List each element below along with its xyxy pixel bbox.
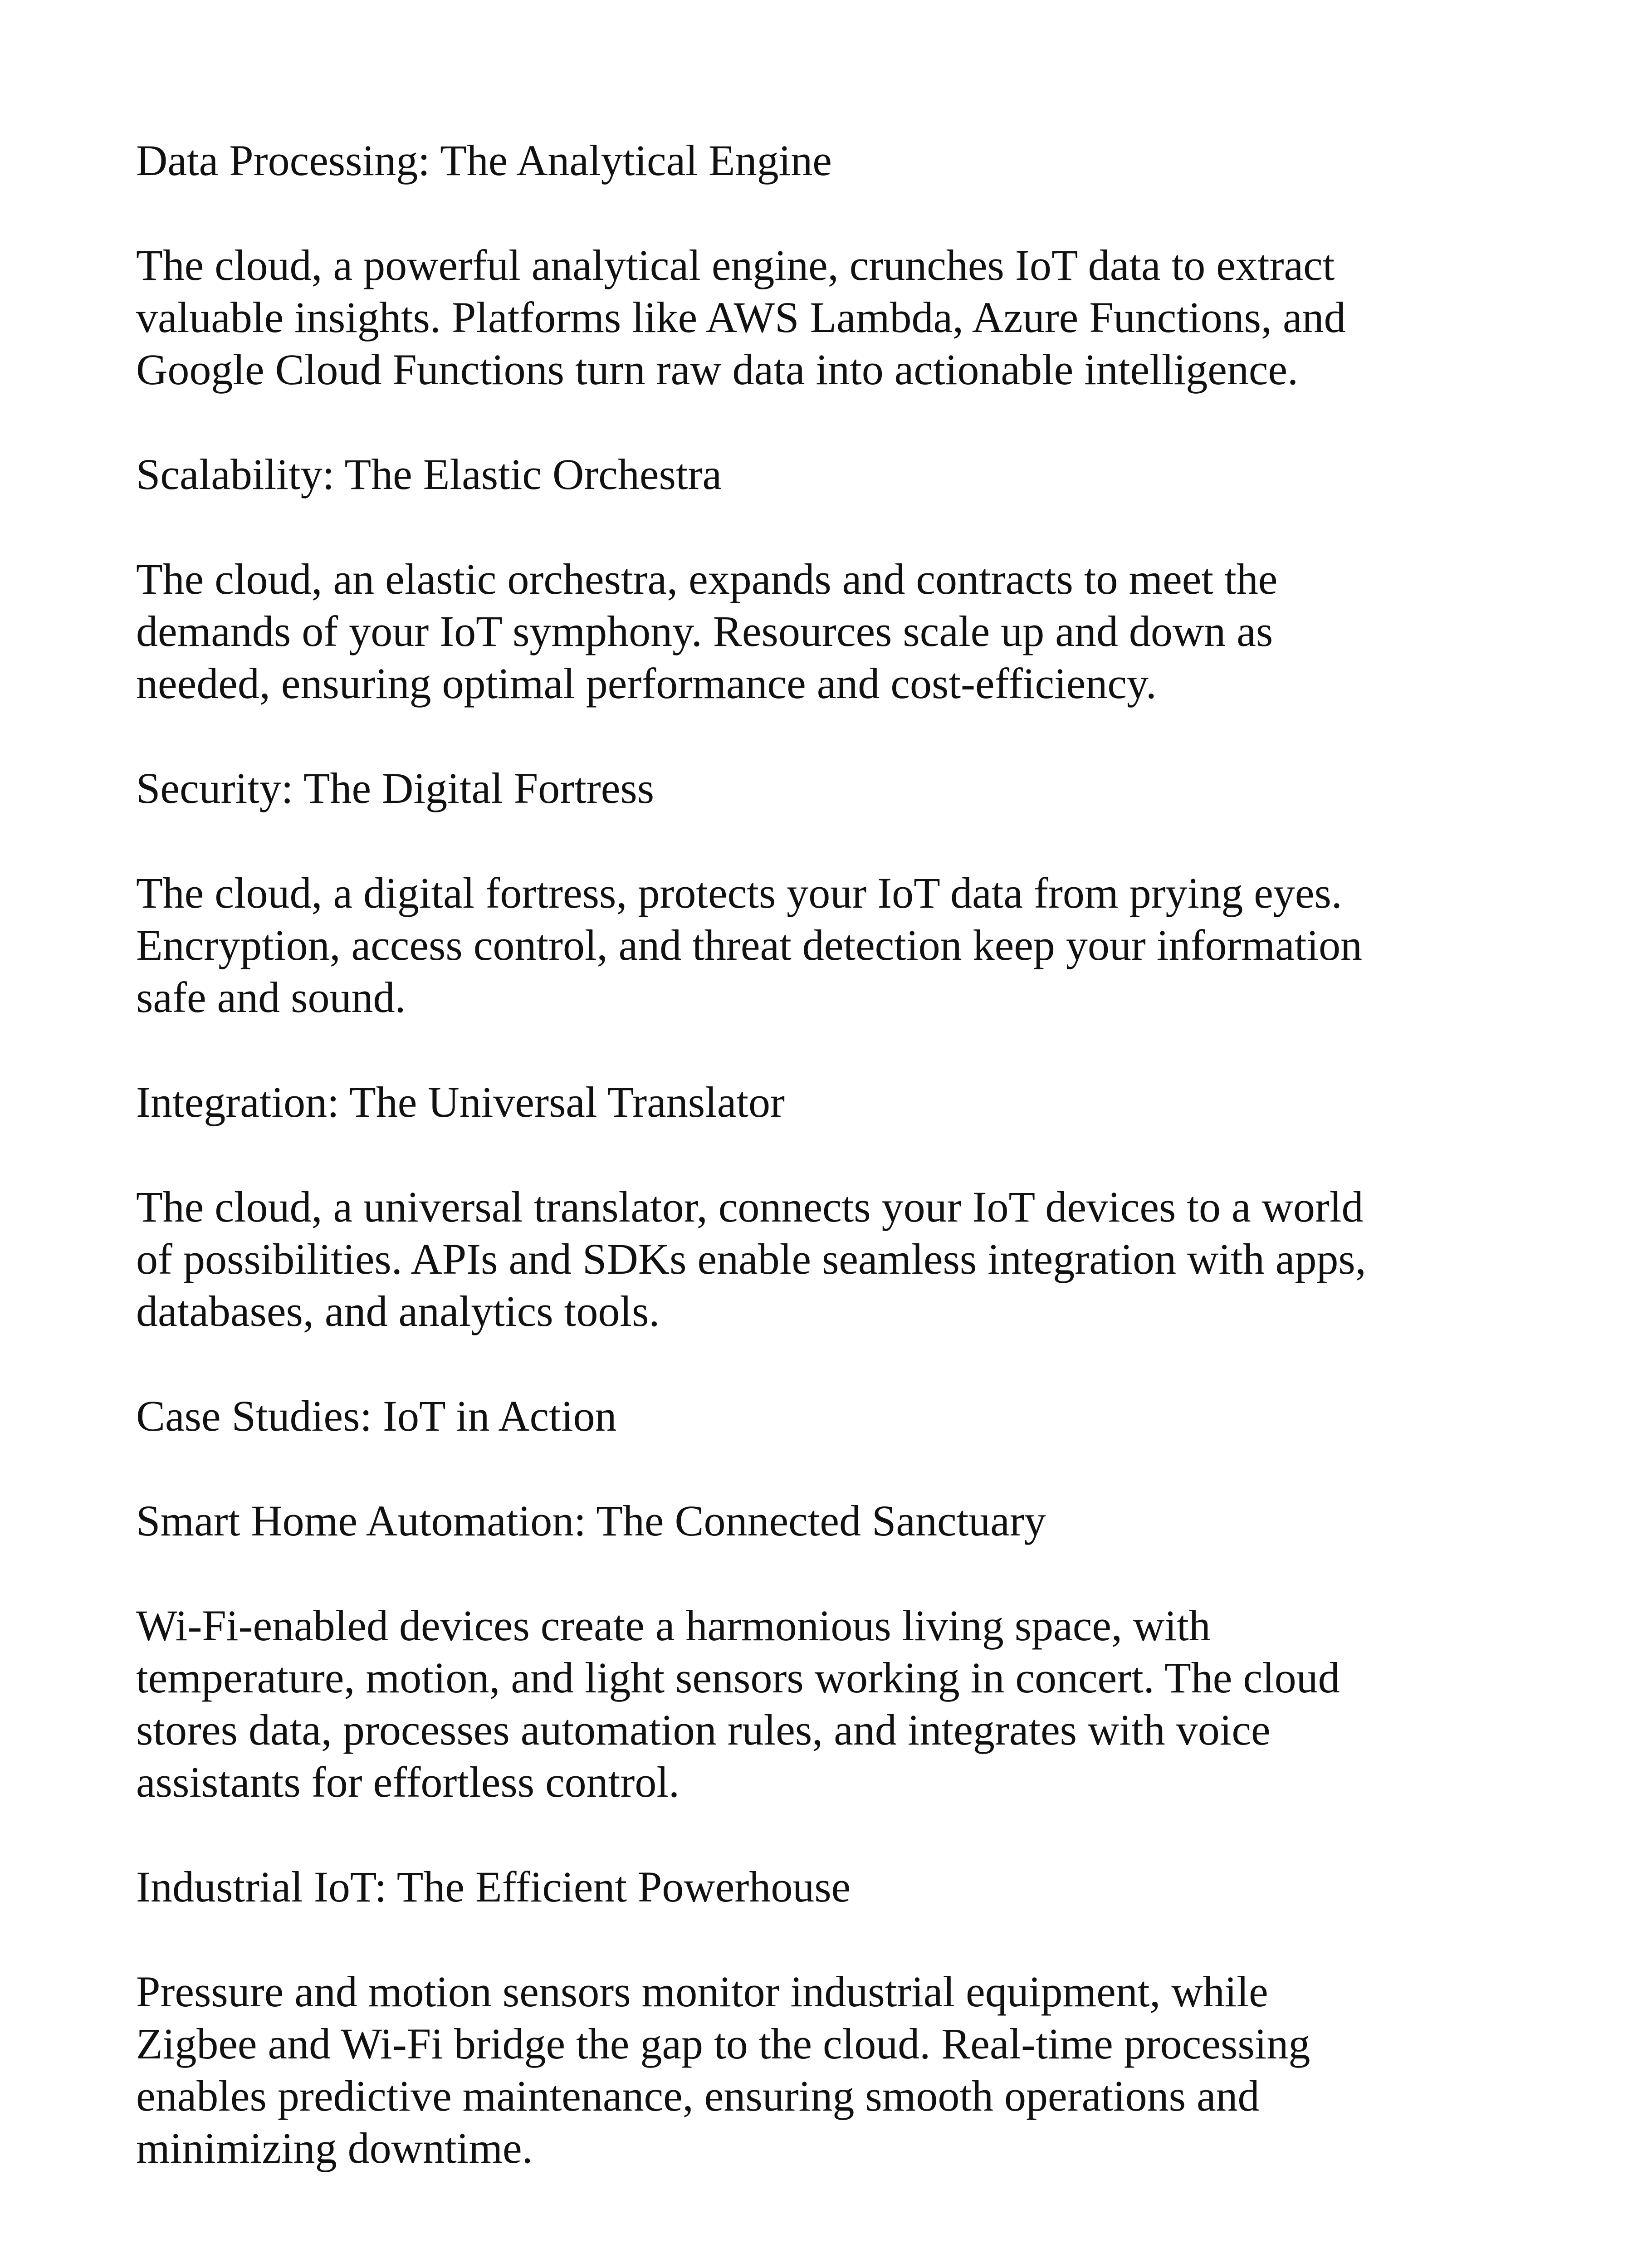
section-paragraph-security bbox=[136, 867, 1442, 1023]
section-heading-integration bbox=[136, 1076, 1442, 1128]
paragraph bbox=[136, 1599, 1442, 1808]
section-heading-industrial-iot bbox=[136, 1861, 1442, 1913]
paragraph-line: enables predictive maintenance, ensuring smooth operations and bbox=[136, 2072, 1260, 2120]
paragraph-line: needed, ensuring optimal performance and cost-efficiency. bbox=[136, 659, 1157, 708]
section-paragraph-integration bbox=[136, 1181, 1442, 1337]
paragraph-line: of possibilities. APIs and SDKs enable seamless integration with apps, bbox=[136, 1235, 1366, 1283]
section-heading: Scalability: The Elastic Orchestra bbox=[136, 450, 722, 499]
section-heading-security bbox=[136, 762, 1442, 814]
paragraph bbox=[136, 239, 1442, 396]
paragraph-line: The cloud, a digital fortress, protects your IoT data from prying eyes. bbox=[136, 869, 1342, 917]
section-paragraph-data-processing bbox=[136, 239, 1442, 396]
section-heading: Data Processing: The Analytical Engine bbox=[136, 136, 832, 185]
section-heading-smart-home bbox=[136, 1495, 1442, 1547]
paragraph-line: databases, and analytics tools. bbox=[136, 1287, 660, 1335]
paragraph-line: The cloud, an elastic orchestra, expands and contracts to meet the bbox=[136, 555, 1278, 603]
paragraph-line: The cloud, a powerful analytical engine, crunches IoT data to extract bbox=[136, 241, 1335, 289]
paragraph-line: stores data, processes automation rules, and integrates with voice bbox=[136, 1706, 1271, 1754]
paragraph bbox=[136, 553, 1442, 709]
paragraph-line: demands of your IoT symphony. Resources scale up and down as bbox=[136, 607, 1273, 655]
paragraph bbox=[136, 867, 1442, 1023]
section-heading-case-studies bbox=[136, 1390, 1442, 1442]
paragraph-line: Pressure and motion sensors monitor industrial equipment, while bbox=[136, 1967, 1268, 2016]
paragraph-line: The cloud, a universal translator, connects your IoT devices to a world bbox=[136, 1183, 1364, 1231]
section-paragraph-industrial-iot bbox=[136, 1965, 1442, 2174]
section-heading-scalability bbox=[136, 448, 1442, 500]
section-heading-data-processing bbox=[136, 134, 1442, 186]
paragraph-line: minimizing downtime. bbox=[136, 2124, 533, 2172]
page-content bbox=[136, 134, 1442, 2227]
paragraph bbox=[136, 1965, 1442, 2174]
section-heading: Case Studies: IoT in Action bbox=[136, 1392, 617, 1440]
paragraph-line: safe and sound. bbox=[136, 973, 406, 1022]
paragraph-line: assistants for effortless control. bbox=[136, 1758, 680, 1806]
paragraph-line: temperature, motion, and light sensors working in concert. The cloud bbox=[136, 1653, 1340, 1702]
paragraph-line: Google Cloud Functions turn raw data into actionable intelligence. bbox=[136, 345, 1299, 394]
section-paragraph-scalability bbox=[136, 553, 1442, 709]
section-heading: Security: The Digital Fortress bbox=[136, 764, 655, 812]
section-heading: Industrial IoT: The Efficient Powerhouse bbox=[136, 1862, 851, 1911]
section-heading: Integration: The Universal Translator bbox=[136, 1078, 785, 1126]
section-paragraph-smart-home bbox=[136, 1599, 1442, 1808]
paragraph bbox=[136, 1181, 1442, 1337]
paragraph-line: Zigbee and Wi-Fi bridge the gap to the cloud. Real-time processing bbox=[136, 2019, 1310, 2068]
paragraph-line: Encryption, access control, and threat detection keep your information bbox=[136, 921, 1363, 969]
paragraph-line: Wi-Fi-enabled devices create a harmonious living space, with bbox=[136, 1601, 1211, 1650]
paragraph-line: valuable insights. Platforms like AWS Lambda, Azure Functions, and bbox=[136, 293, 1346, 342]
section-heading: Smart Home Automation: The Connected Sanctuary bbox=[136, 1496, 1046, 1545]
